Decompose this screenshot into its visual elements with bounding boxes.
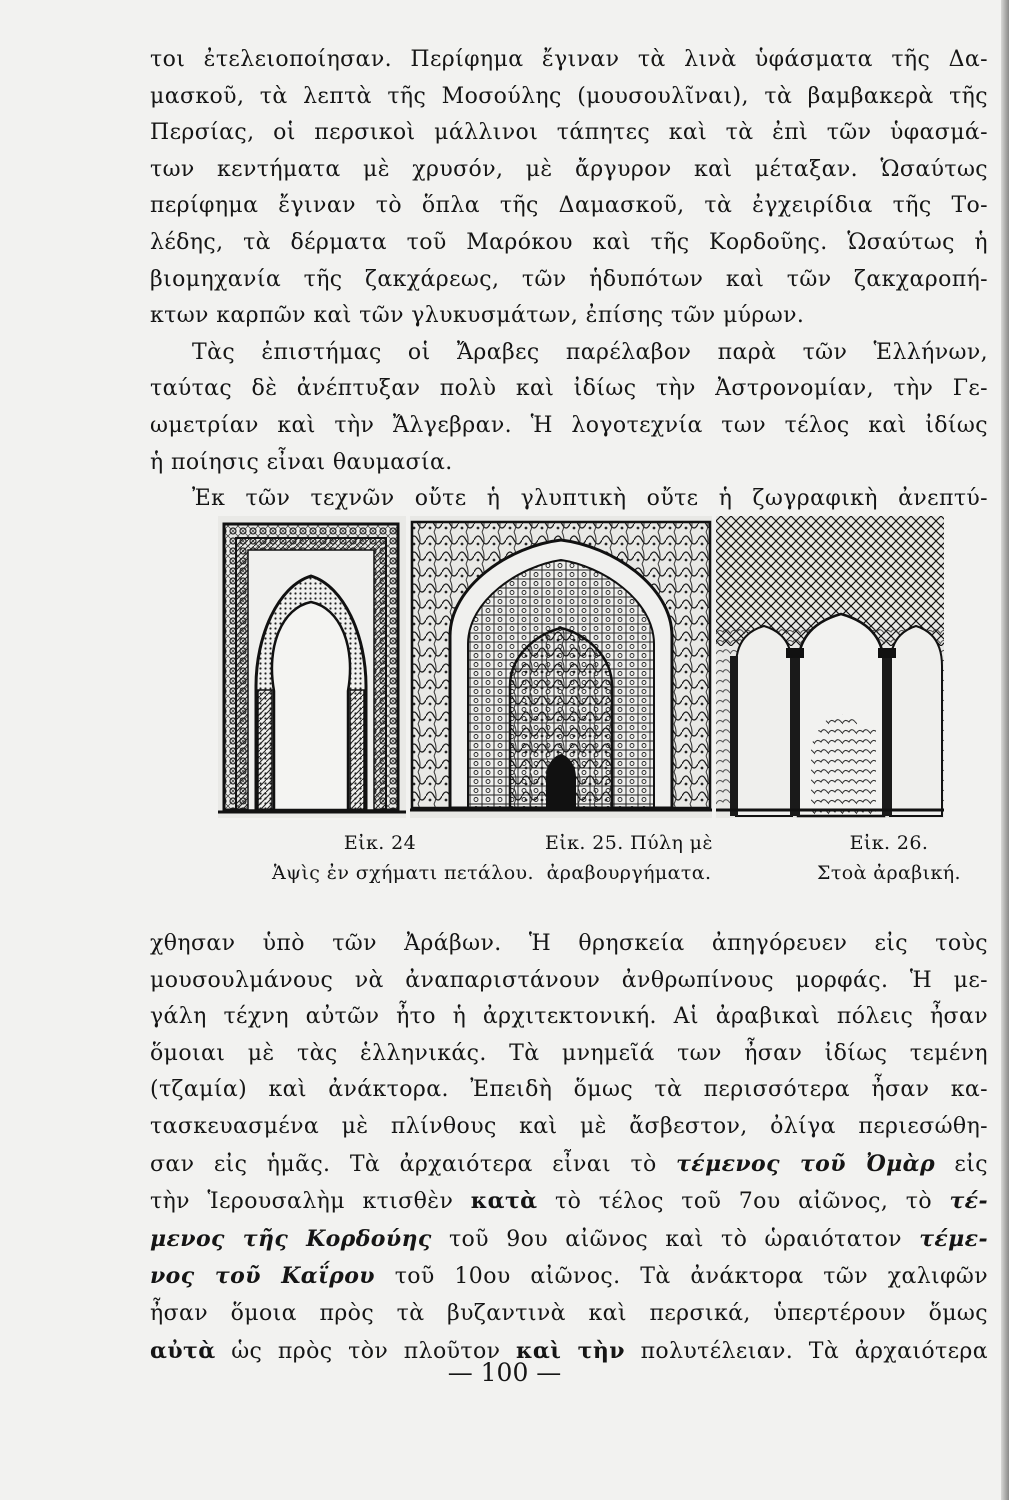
- text-line: (τζαμία) καὶ ἀνάκτορα. Ἐπειδὴ ὅμως τὰ περισσότερα ἦσαν κα-: [150, 1077, 988, 1103]
- text-line: μασκοῦ, τὰ λεπτὰ τῆς Μοσούλης (μουσουλῖναι), τὰ βαμβακερὰ τῆς: [150, 83, 988, 109]
- emphasis-cordoba-mosque: τέ-: [949, 1188, 988, 1215]
- text-run: τοῦ 9ου αἰῶνος καὶ τὸ ὡραιότατον: [431, 1226, 920, 1252]
- emphasis-cordoba-mosque: μενος τῆς Κορδούης: [150, 1225, 432, 1252]
- figures-strip: [218, 516, 944, 818]
- text-line: Ἐκ τῶν τεχνῶν οὔτε ἡ γλυπτικὴ οὔτε ἡ ζωγραφικὴ ἀνεπτύ-: [192, 486, 988, 512]
- text-run: τοῦ 10ου αἰῶνος. Τὰ ἀνάκτορα τῶν χαλιφῶν: [374, 1264, 988, 1290]
- text-line: ταύτας δὲ ἀνέπτυξαν πολὺ καὶ ἰδίως τὴν Ἀστρονομίαν, τὴν Γε-: [150, 376, 988, 402]
- text-line: ὅμοιαι μὲ τὰς ἑλληνικάς. Τὰ μνημεῖά των ἦσαν ἰδίως τεμένη: [150, 1040, 988, 1066]
- text-line: Τὰς ἐπιστήμας οἱ Ἄραβες παρέλαβον παρὰ τῶν Ἑλλήνων,: [192, 339, 988, 365]
- bottom-text: [150, 926, 988, 1370]
- bold-word: κατὰ: [470, 1188, 538, 1215]
- text-line: τασκευασμένα μὲ πλίνθους καὶ μὲ ἄσβεστον, ὀλίγα περιεσώθη-: [150, 1113, 988, 1139]
- page-edge: [1001, 0, 1009, 1500]
- text-line: βιομηχανία τῆς ζακχάρεως, τῶν ἡδυπότων καὶ τῶν ζακχαροπή-: [150, 266, 988, 292]
- bold-word: καὶ τὴν: [516, 1337, 625, 1364]
- text-line: [150, 1258, 988, 1296]
- caption-figure-25: [498, 828, 760, 888]
- text-line: [150, 1183, 988, 1221]
- text-line: γάλη τέχνη αὐτῶν ἦτο ἡ ἀρχιτεκτονική. Αἱ ἀραβικαὶ πόλεις ἦσαν: [150, 1004, 988, 1030]
- emphasis-cairo-mosque: νος τοῦ Καΐρου: [150, 1263, 375, 1290]
- text-run: τὴν Ἱερουσαλὴμ κτισθὲν: [150, 1189, 471, 1215]
- text-line: των κεντήματα μὲ χρυσόν, μὲ ἄργυρον καὶ μέταξαν. Ὡσαύτως: [150, 156, 988, 182]
- emphasis-cairo-mosque: τέμε-: [919, 1225, 988, 1252]
- caption-figure-24: [272, 828, 534, 888]
- text-run: τὸ τέλος τοῦ 7ου αἰῶνος, τὸ: [537, 1189, 950, 1215]
- caption-text: Στοὰ ἀραβική.: [816, 862, 962, 884]
- text-run: σαν εἰς ἡμᾶς. Τὰ ἀρχαιότερα εἶναι τὸ: [150, 1151, 677, 1177]
- text-line: μουσουλμάνους νὰ ἀναπαριστάνουν ἀνθρωπίνους μορφάς. Ἡ με-: [150, 967, 988, 993]
- text-run: εἰς: [935, 1151, 988, 1177]
- caption-text: Ἁψὶς ἐν σχήματι πετάλου.: [272, 862, 534, 884]
- text-line: τοι ἐτελειοποίησαν. Περίφημα ἔγιναν τὰ λινὰ ὑφάσματα τῆς Δα-: [150, 47, 988, 72]
- caption-number: Εἰκ. 26.: [849, 832, 929, 854]
- caption-number: Εἰκ. 24: [343, 832, 417, 854]
- page-number: — 100 —: [447, 1358, 562, 1387]
- caption-number: Εἰκ. 25. Πύλη μὲ: [544, 832, 714, 854]
- text-line: [150, 1221, 988, 1259]
- text-run: πολυτέλειαν. Τὰ ἀρχαιότερα: [624, 1338, 988, 1364]
- caption-figure-26: [790, 828, 988, 888]
- text-line: χθησαν ὑπὸ τῶν Ἀράβων. Ἡ θρησκεία ἀπηγόρευεν εἰς τοὺς: [150, 931, 988, 956]
- text-line: [150, 1146, 988, 1184]
- top-text: [150, 42, 988, 518]
- figure-horseshoe-arch: [218, 516, 406, 818]
- text-line: περίφημα ἔγιναν τὸ ὅπλα τῆς Δαμασκοῦ, τὰ ἐγχειρίδια τῆς Το-: [150, 193, 988, 219]
- text-line: ἦσαν ὅμοια πρὸς τὰ βυζαντινὰ καὶ περσικά, ὑπερτέρουν ὅμως: [150, 1300, 988, 1326]
- text-line: λέδης, τὰ δέρματα τοῦ Μαρόκου καὶ τῆς Κορδοῦης. Ὡσαύτως ἡ: [150, 229, 988, 255]
- text-line: κτων καρπῶν καὶ τῶν γλυκυσμάτων, ἐπίσης τῶν μύρων.: [150, 303, 805, 329]
- figure-arabesque-gate: [410, 516, 712, 818]
- text-line: Περσίας, οἱ περσικοὶ μάλλινοι τάπητες καὶ τὰ ἐπὶ τῶν ὑφασμά-: [150, 120, 988, 146]
- emphasis-omar-mosque: τέμενος τοῦ Ὀμὰρ: [676, 1150, 936, 1177]
- text-line: ἡ ποίησις εἶναι θαυμασία.: [150, 449, 453, 475]
- text-line: ωμετρίαν καὶ τὴν Ἄλγεβραν. Ἡ λογοτεχνία των τέλος καὶ ἰδίως: [150, 412, 988, 438]
- bold-word: αὐτὰ: [150, 1337, 216, 1364]
- text-run: ὡς πρὸς τὸν πλοῦτον: [215, 1338, 517, 1364]
- caption-text: ἀραβουργήματα.: [546, 862, 712, 884]
- figure-arabic-colonnade: [716, 516, 944, 818]
